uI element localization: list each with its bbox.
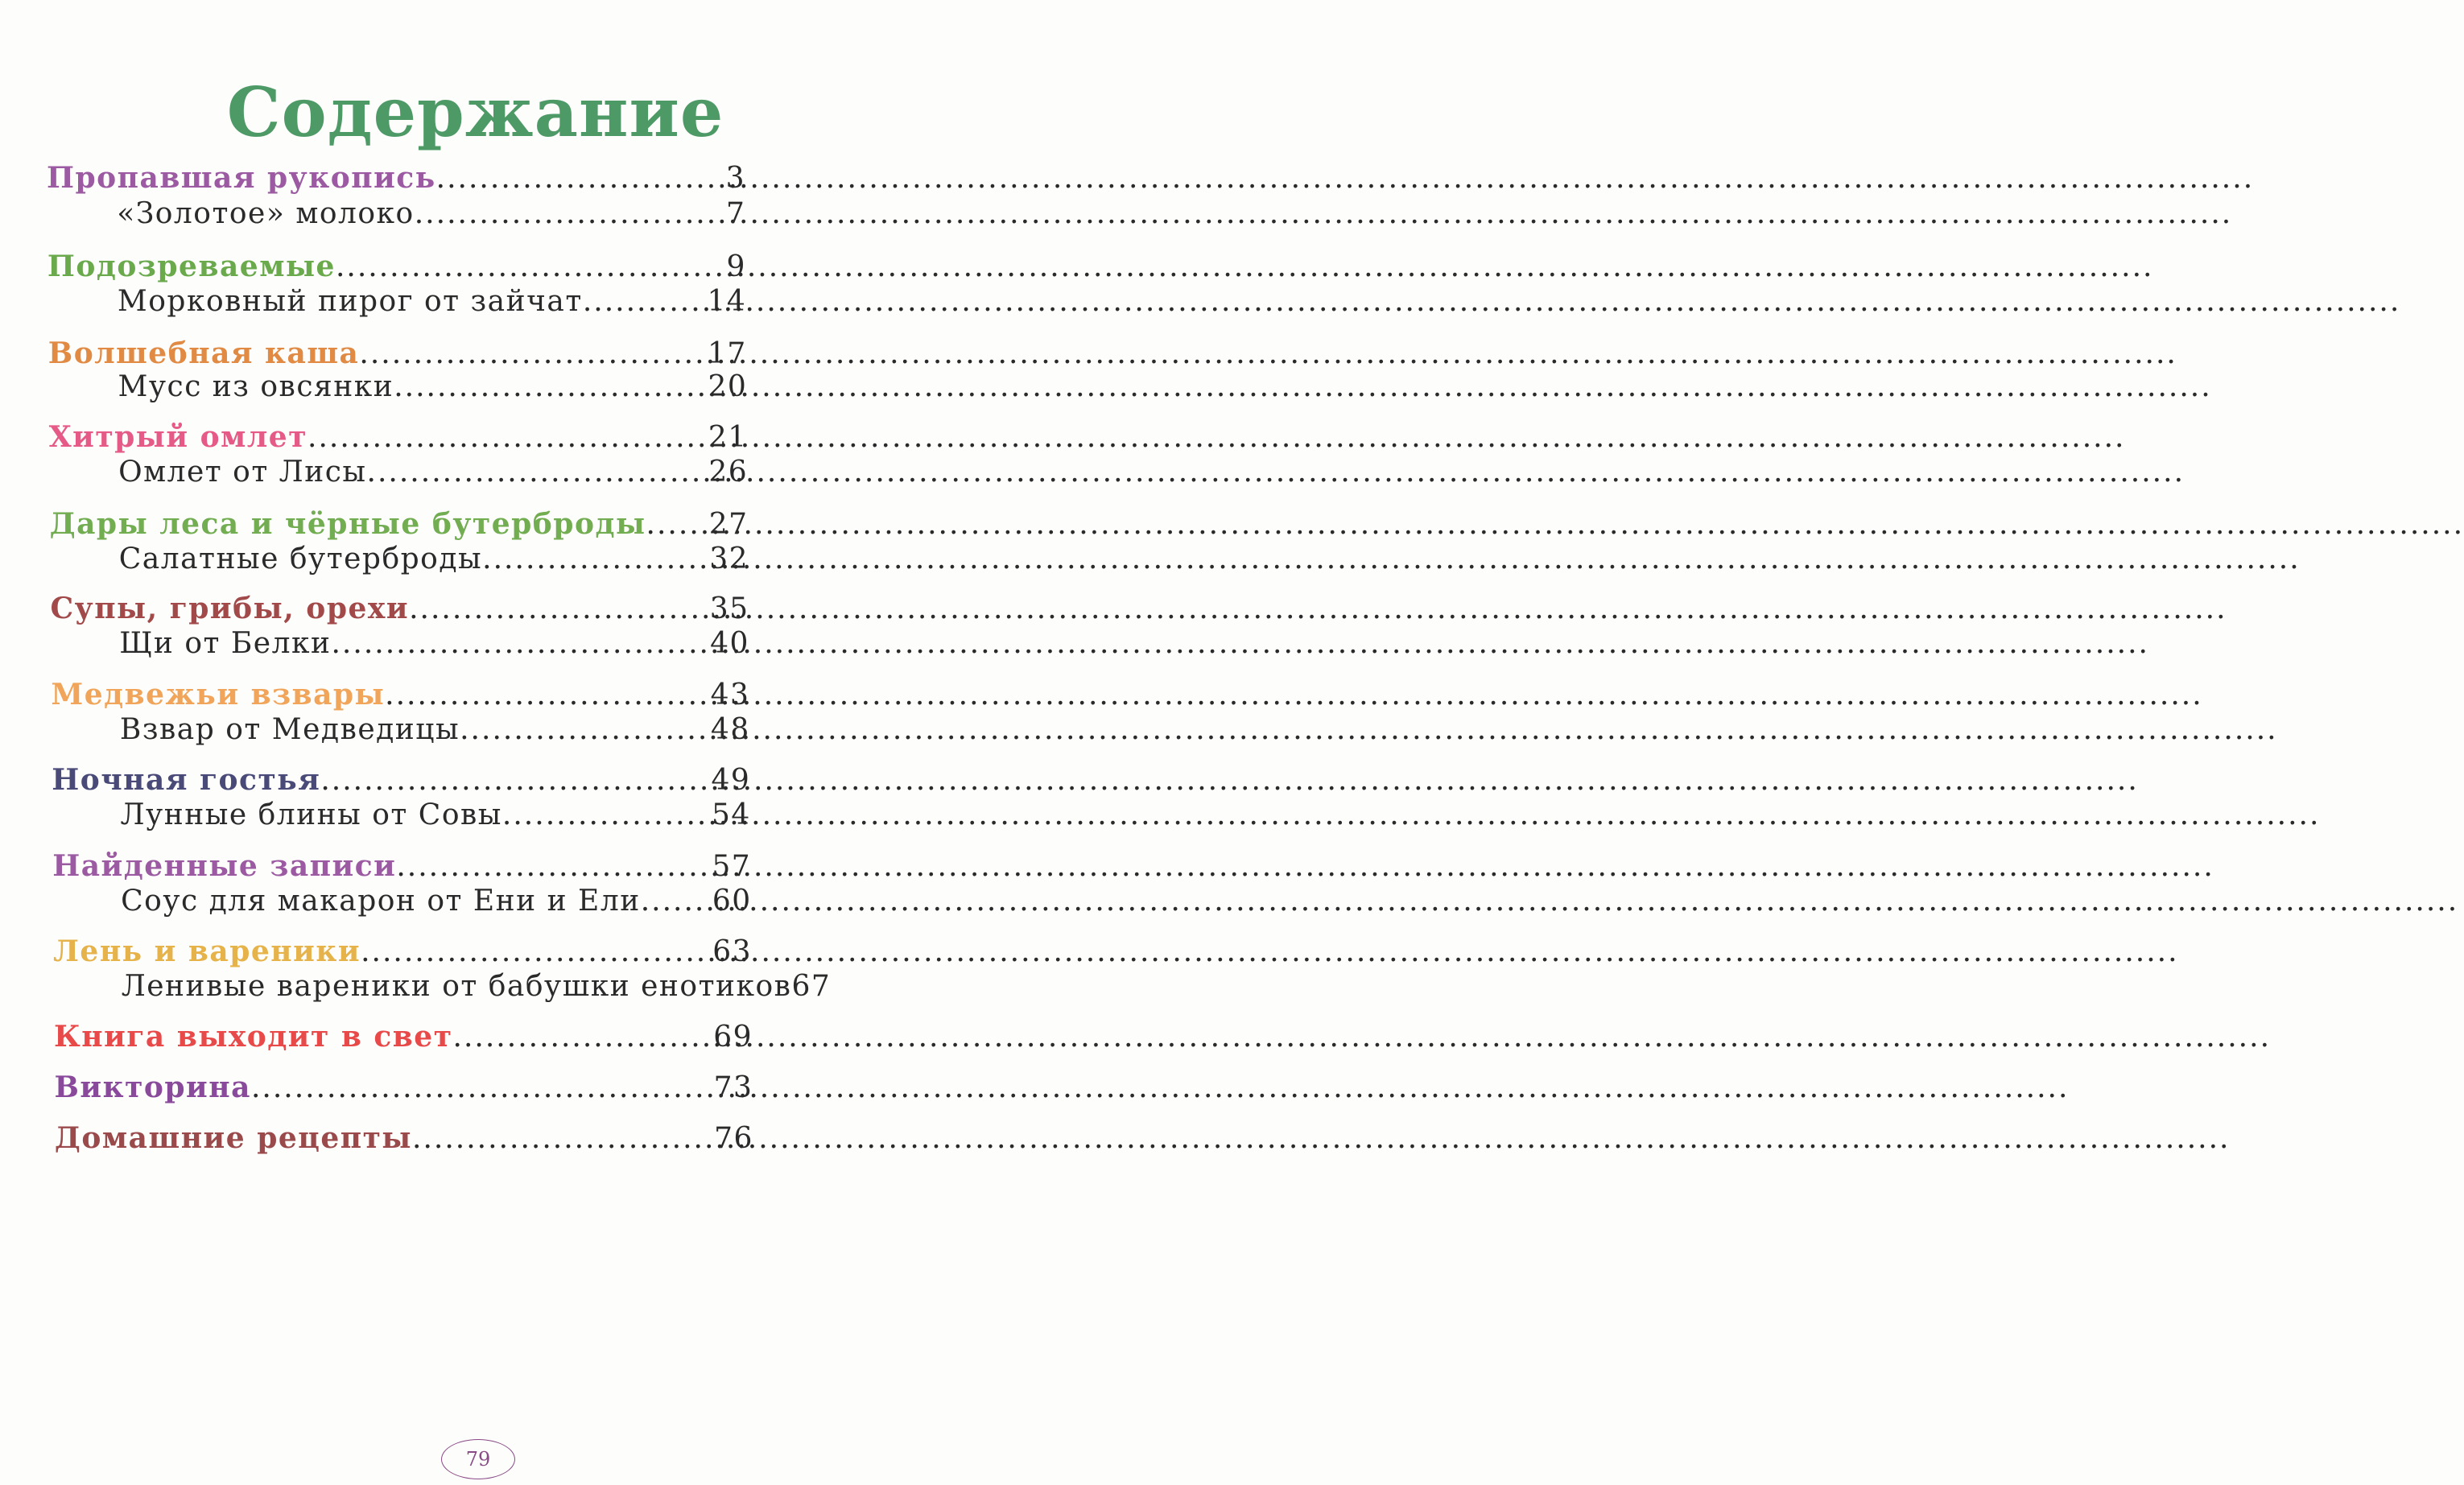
toc-chapter-entry[interactable] <box>51 678 749 712</box>
toc-chapter-entry[interactable] <box>52 849 751 883</box>
toc-page-number: 76 <box>714 1122 753 1155</box>
toc-chapter-entry[interactable] <box>54 1020 753 1054</box>
toc-entry-title: Хитрый омлет <box>48 420 307 454</box>
toc-page-number: 27 <box>708 508 749 541</box>
toc-entry-title: Медвежьи взвары <box>51 678 386 712</box>
toc-recipe-entry[interactable] <box>117 197 745 230</box>
dot-leader <box>641 885 712 918</box>
toc-page-number: 7 <box>726 197 746 230</box>
toc-entry-title: Лень и вареники <box>53 934 361 968</box>
dot-leader <box>482 542 709 575</box>
toc-chapter-entry[interactable] <box>47 250 746 283</box>
toc-entry-title: Дары леса и чёрные бутерброды <box>49 507 646 541</box>
toc-page-number: 60 <box>712 885 752 918</box>
toc-page-number: 26 <box>708 456 749 489</box>
dot-leader <box>453 1021 714 1054</box>
toc-entry-title: Найденные записи <box>52 849 397 883</box>
toc-chapter-entry[interactable] <box>51 592 749 625</box>
toc-chapter-entry[interactable] <box>50 507 749 541</box>
toc-chapter-entry[interactable] <box>52 763 750 797</box>
toc-entry-title: Соус для макарон от Ени и Ели <box>121 885 641 918</box>
toc-entry-title: Подозреваемые <box>47 250 336 283</box>
dot-leader <box>502 798 712 831</box>
toc-entry-title: Пропавшая рукопись <box>47 161 436 195</box>
toc-entry-title: Лунные блины от Совы <box>120 798 502 831</box>
toc-page-number: 20 <box>708 370 748 403</box>
toc-entry-title: Ленивые вареники от бабушки енотиков <box>121 970 792 1003</box>
toc-page-number: 40 <box>710 627 749 660</box>
toc-recipe-entry[interactable] <box>119 627 749 660</box>
toc-recipe-entry[interactable] <box>121 970 832 1003</box>
dot-leader <box>359 337 708 370</box>
dot-leader <box>307 421 708 454</box>
toc-entry-title: Ночная гостья <box>52 763 321 797</box>
dot-leader <box>385 679 710 712</box>
toc-chapter-entry[interactable] <box>47 161 745 195</box>
dot-leader <box>367 456 709 489</box>
toc-entry-title: Омлет от Лисы <box>118 456 367 489</box>
toc-page-number: 49 <box>711 764 751 797</box>
toc-entry-title: Морковный пирог от зайчат <box>117 285 583 318</box>
toc-chapter-entry[interactable] <box>49 420 748 454</box>
toc-entry-title: Книга выходит в свет <box>54 1020 453 1054</box>
dot-leader <box>409 592 710 625</box>
toc-entry-title: «Золотое» молоко <box>117 197 415 230</box>
toc-page-number: 43 <box>710 679 750 712</box>
dot-leader <box>394 370 708 403</box>
toc-entry-title: Викторина <box>54 1070 251 1104</box>
toc-page-number: 73 <box>713 1071 753 1104</box>
toc-recipe-entry[interactable] <box>119 542 749 575</box>
dot-leader <box>436 162 726 195</box>
dot-leader <box>320 764 711 797</box>
toc-page-number: 48 <box>711 713 750 746</box>
toc-chapter-entry[interactable] <box>55 1121 753 1155</box>
toc-entry-title: Супы, грибы, орехи <box>50 592 410 625</box>
toc-entry-title: Салатные бутерброды <box>118 542 483 575</box>
toc-page-number: 57 <box>712 850 752 883</box>
page-number-badge: 79 <box>441 1439 515 1479</box>
toc-recipe-entry[interactable] <box>118 285 746 318</box>
dot-leader <box>583 285 708 318</box>
toc-entry-title: Щи от Белки <box>119 627 332 660</box>
dot-leader <box>361 935 712 968</box>
toc-page-number: 69 <box>713 1021 753 1054</box>
toc-entry-title: Взвар от Медведицы <box>119 713 460 746</box>
toc-entry-title: Волшебная каша <box>47 336 360 370</box>
toc-page-number: 9 <box>726 250 746 283</box>
toc-recipe-entry[interactable] <box>118 456 748 489</box>
dot-leader <box>336 250 727 283</box>
toc-page-number: 32 <box>709 542 749 575</box>
toc-chapter-entry[interactable] <box>48 336 747 370</box>
dot-leader <box>331 627 710 660</box>
toc-page <box>0 0 951 1485</box>
toc-recipe-entry[interactable] <box>121 885 752 918</box>
toc-chapter-entry[interactable] <box>54 1070 753 1104</box>
toc-page-number: 54 <box>711 798 751 831</box>
toc-page-number: 35 <box>709 592 749 625</box>
toc-recipe-entry[interactable] <box>121 798 751 831</box>
dot-leader <box>412 1122 714 1155</box>
toc-entry-title: Мусс из овсянки <box>118 370 394 403</box>
toc-page-number: 17 <box>707 337 747 370</box>
dot-leader <box>460 713 711 746</box>
page-title: Содержание <box>226 72 724 152</box>
toc-recipe-entry[interactable] <box>120 713 750 746</box>
dot-leader <box>646 508 709 541</box>
toc-page-number: 67 <box>791 970 832 1003</box>
toc-page-number: 63 <box>712 935 753 968</box>
dot-leader <box>415 197 726 230</box>
toc-entry-title: Домашние рецепты <box>54 1121 413 1155</box>
toc-chapter-entry[interactable] <box>53 934 752 968</box>
toc-page-number: 3 <box>725 162 745 195</box>
dot-leader <box>251 1071 714 1104</box>
dot-leader <box>396 850 712 883</box>
toc-recipe-entry[interactable] <box>118 370 748 403</box>
toc-page-number: 21 <box>708 421 748 454</box>
toc-page-number: 14 <box>707 285 747 318</box>
